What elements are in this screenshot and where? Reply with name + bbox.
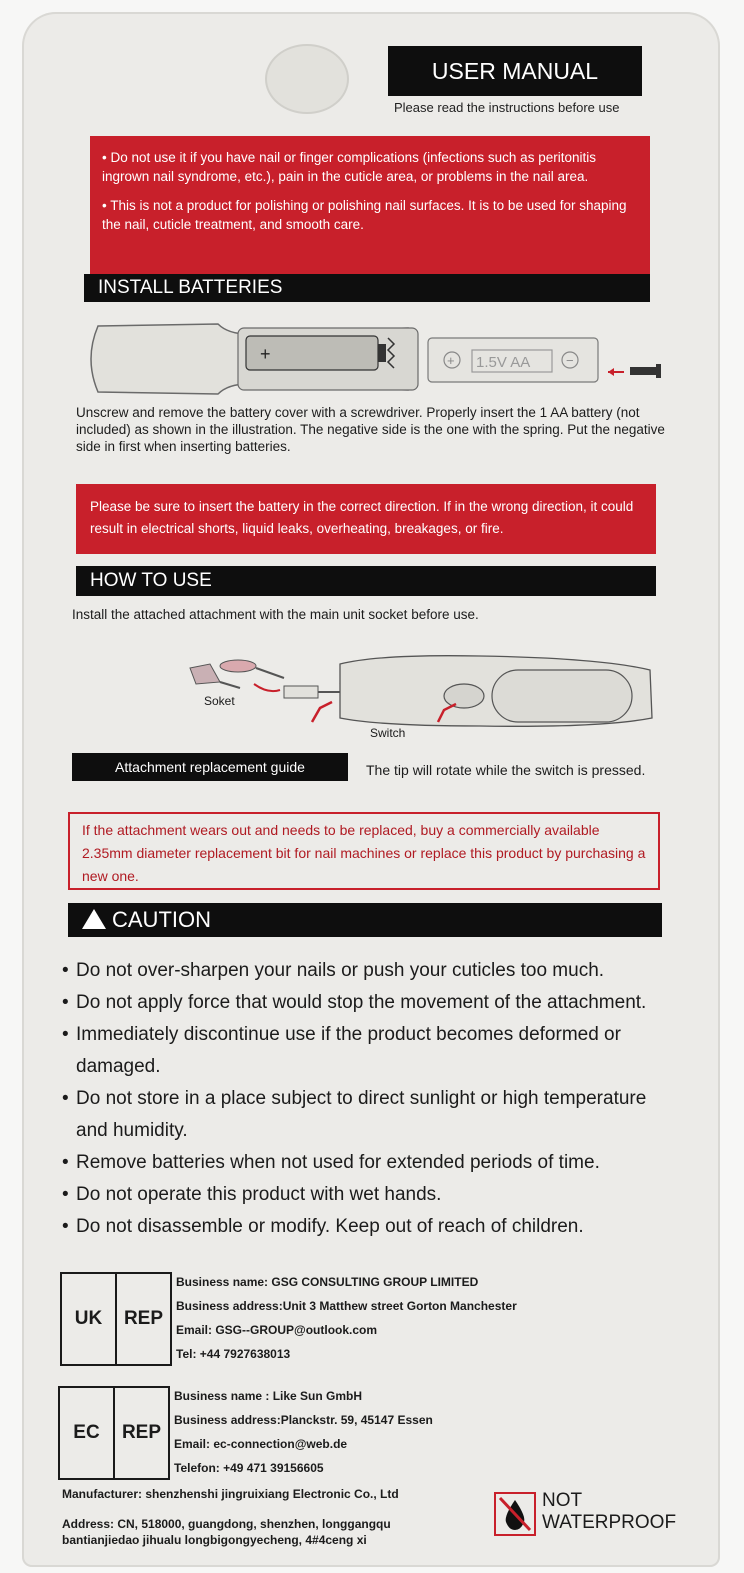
manufacturer-name: Manufacturer: shenzhenshi jingruixiang Electronic Co., Ltd: [62, 1487, 399, 1501]
not-waterproof-line2: WATERPROOF: [542, 1512, 677, 1533]
uk-business-address: Business address:Unit 3 Matthew street Gorton Manchester: [176, 1299, 517, 1313]
caution-item: • Remove batteries when not used for extended periods of time.: [62, 1147, 682, 1179]
page-subtitle: Please read the instructions before use: [394, 100, 620, 115]
caution-item: • Do not store in a place subject to direct sunlight or high temperature and humidity.: [62, 1083, 682, 1147]
uk-rep-right: REP: [115, 1274, 170, 1364]
cover-minus-mark: −: [566, 353, 574, 368]
ec-rep-right: REP: [113, 1388, 168, 1478]
soket-label: Soket: [204, 694, 235, 708]
uk-rep-left: UK: [74, 1308, 103, 1329]
ec-rep-details: [174, 1384, 433, 1480]
usage-warning-box: [90, 136, 650, 274]
how-to-use-heading: HOW TO USE: [76, 566, 656, 596]
caution-item: • Immediately discontinue use if the product becomes deformed or damaged.: [62, 1019, 682, 1083]
cover-plus-mark: +: [447, 353, 455, 368]
uk-email: Email: GSG--GROUP@outlook.com: [176, 1323, 378, 1337]
warning-item: • This is not a product for polishing or polishing nail surfaces. It is to be used for shaping the nail, cuticle treatment, and smooth care.: [102, 198, 627, 232]
caution-item: • Do not disassemble or modify. Keep out of reach of children.: [62, 1211, 682, 1243]
battery-direction-warning: Please be sure to insert the battery in the correct direction. If in the wrong direction, it could result in electrical shorts, liquid leaks, overheating, breakages, or fire.: [76, 484, 656, 554]
battery-plus-mark: +: [260, 344, 271, 364]
battery-label: 1.5V AA: [476, 354, 531, 371]
battery-illustration: [78, 314, 668, 404]
water-drop-icon: [494, 1492, 536, 1536]
not-waterproof-label: [542, 1490, 676, 1534]
caution-item: • Do not operate this product with wet hands.: [62, 1179, 682, 1211]
hang-hole: [265, 44, 349, 114]
device-illustration: [180, 648, 660, 744]
caution-title: CAUTION: [112, 907, 211, 932]
uk-business-name: Business name: GSG CONSULTING GROUP LIMITED: [176, 1275, 479, 1289]
caution-item: • Do not over-sharpen your nails or push your cuticles too much.: [62, 955, 682, 987]
not-waterproof-line1: NOT: [542, 1490, 583, 1511]
switch-label: Switch: [370, 726, 406, 740]
ec-business-address: Business address:Planckstr. 59, 45147 Essen: [174, 1413, 433, 1427]
how-to-use-instructions: Install the attached attachment with the main unit socket before use.: [72, 607, 479, 622]
ec-rep-mark: [58, 1386, 170, 1480]
caution-list: [62, 955, 682, 1243]
install-batteries-heading: INSTALL BATTERIES: [84, 274, 650, 302]
caution-item: • Do not apply force that would stop the movement of the attachment.: [62, 987, 682, 1019]
uk-rep-mark: [60, 1272, 172, 1366]
ec-rep-left: EC: [73, 1422, 100, 1443]
caution-heading: [68, 903, 662, 937]
ec-business-name: Business name : Like Sun GmbH: [174, 1389, 363, 1403]
manufacturer-address: Address: CN, 518000, guangdong, shenzhen, longgangqu bantianjiedao jihualu longbigongyecheng, 4#4ceng xi: [62, 1517, 391, 1547]
uk-rep-details: [176, 1270, 517, 1366]
warning-triangle-icon: [82, 909, 106, 929]
warning-item: • Do not use it if you have nail or finger complications (infections such as peritonitis ingrown nail syndrome, etc.), pain in the cuticle area, or problems in the nail area.: [102, 150, 596, 184]
uk-tel: Tel: +44 7927638013: [176, 1347, 291, 1361]
ec-tel: Telefon: +49 471 39156605: [174, 1461, 324, 1475]
page-title: USER MANUAL: [388, 46, 642, 96]
replacement-guide-label: Attachment replacement guide: [72, 753, 348, 781]
rotation-note: The tip will rotate while the switch is pressed.: [366, 762, 646, 778]
replacement-note: If the attachment wears out and needs to be replaced, buy a commercially available 2.35mm diameter replacement bit for nail machines or replace this product by purchasing a new one.: [68, 812, 660, 890]
install-instructions: Unscrew and remove the battery cover with a screwdriver. Properly insert the 1 AA battery (not included) as shown in the illustration. The negative side is the one with the spring. Put the negative side in first when inserting batteries.: [76, 405, 665, 454]
ec-email: Email: ec-connection@web.de: [174, 1437, 348, 1451]
